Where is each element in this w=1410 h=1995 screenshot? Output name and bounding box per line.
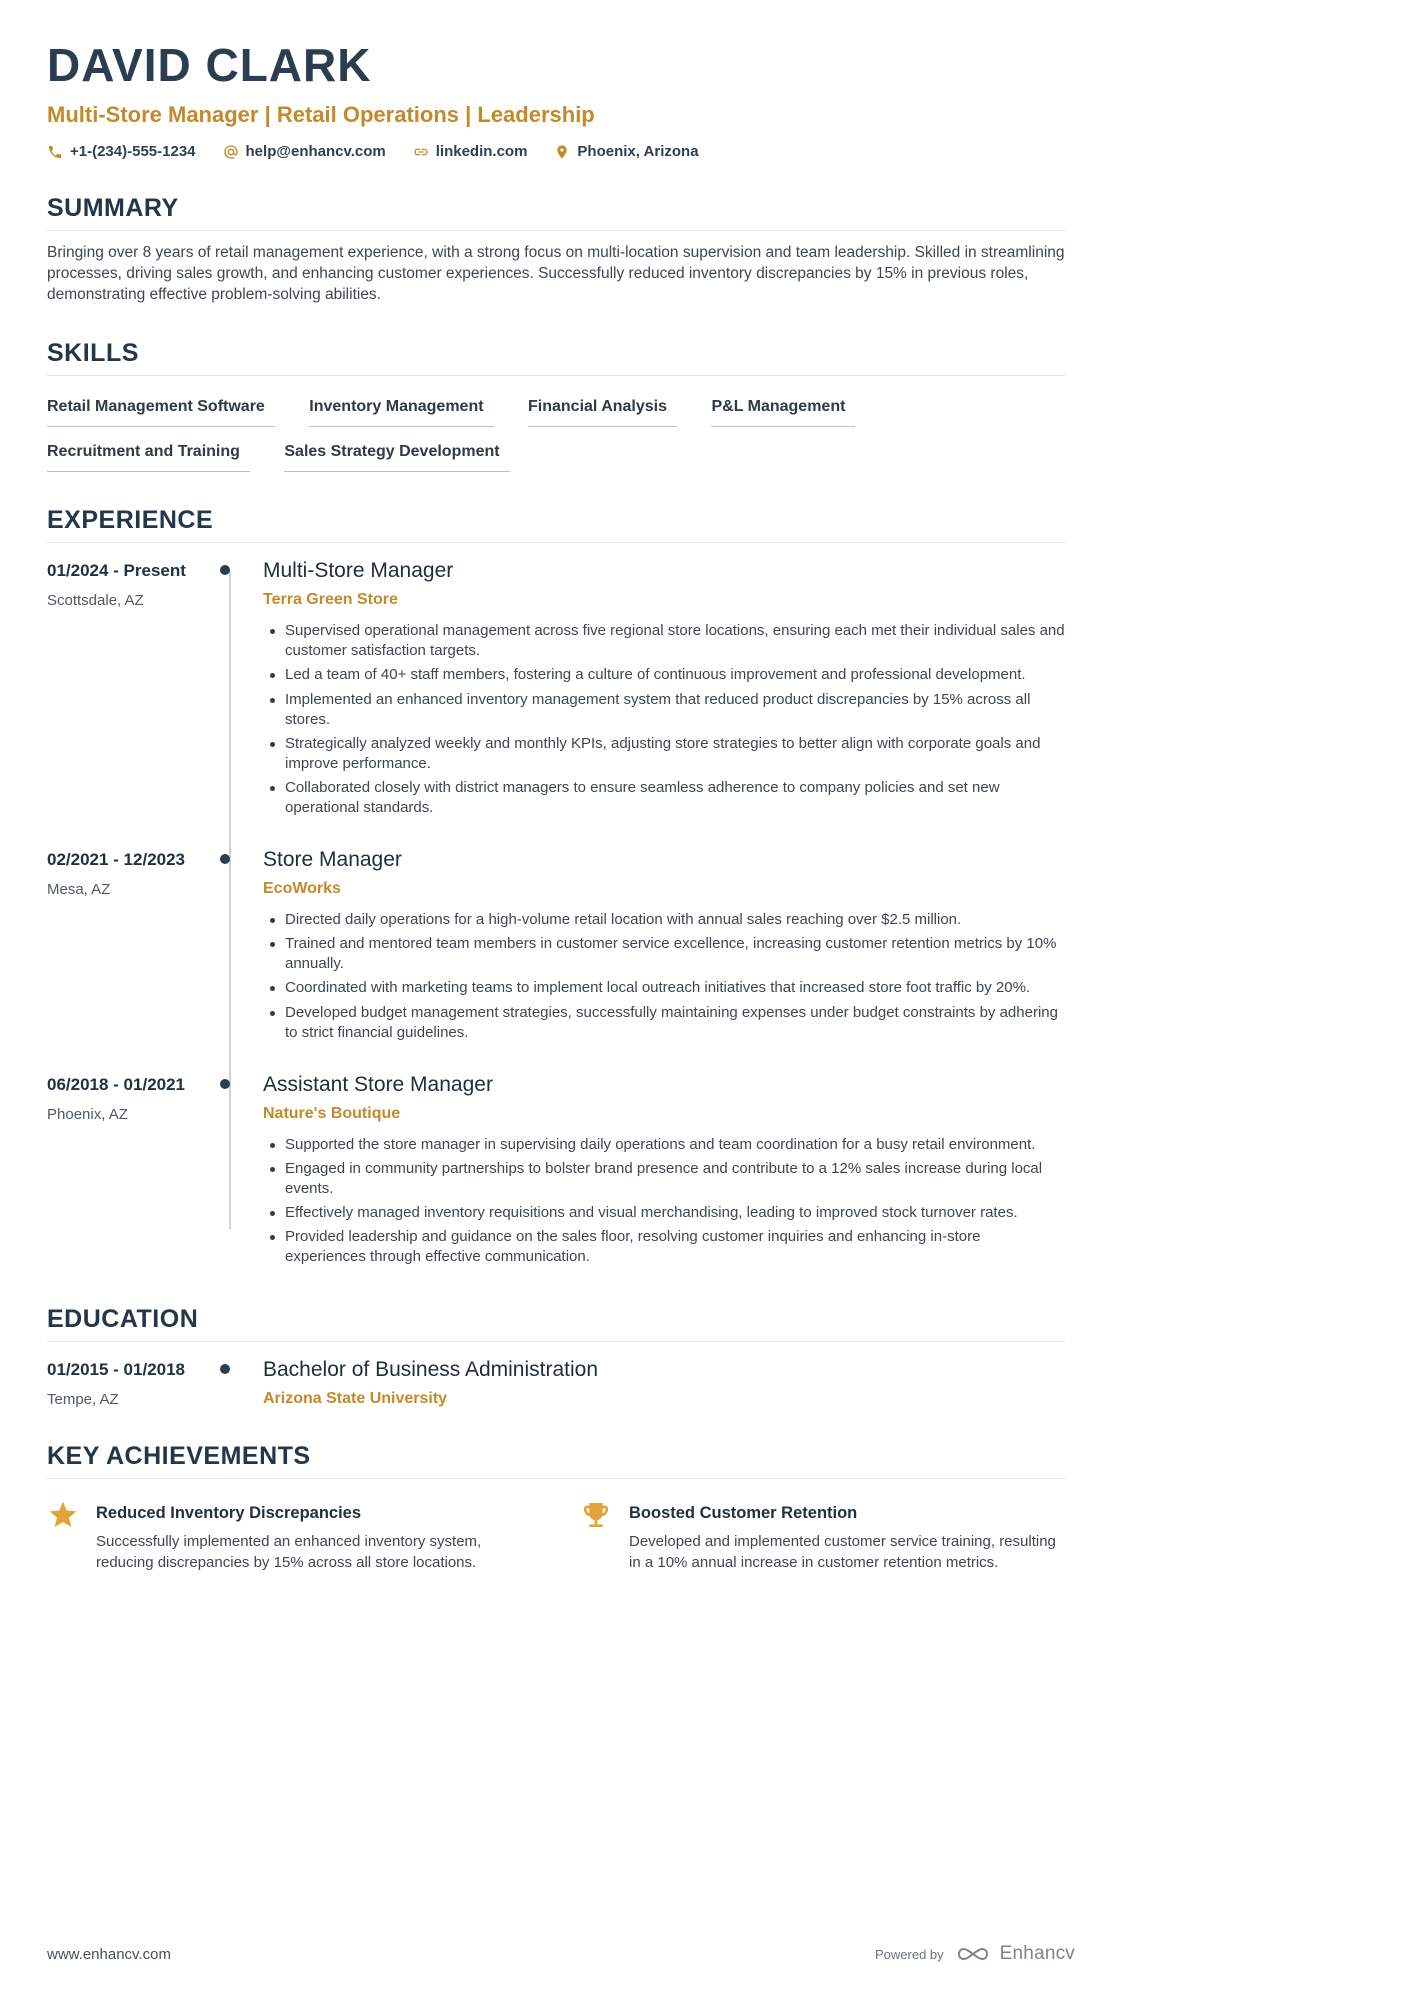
skill-item: Inventory Management [309,398,493,427]
linkedin-link[interactable] [413,143,528,160]
resume-header [47,38,1065,160]
achievements-heading: KEY ACHIEVEMENTS [47,1442,1065,1479]
entry-content [263,1358,1065,1408]
email-icon [223,144,239,160]
timeline-gutter [230,1073,263,1272]
skill-item: Financial Analysis [528,398,677,427]
skills-heading: SKILLS [47,339,1065,376]
candidate-name: DAVID CLARK [47,39,372,91]
skills-section [47,339,1065,472]
job-bullet: Directed daily operations for a high-volume retail location with annual sales reaching over $2.5 million. [263,910,1065,930]
achievement-body [629,1501,1065,1573]
education-section [47,1305,1065,1408]
job-bullet: Effectively managed inventory requisitions and visual merchandising, leading to improved stock turnover rates. [263,1203,1065,1223]
job-bullet: Engaged in community partnerships to bolster brand presence and contribute to a 12% sales increase during local events. [263,1159,1065,1199]
skill-item: Retail Management Software [47,398,275,427]
link-icon [413,144,429,160]
timeline-dot [220,1364,230,1374]
location-pin-icon [554,144,570,160]
enhancv-website-link[interactable]: www.enhancv.com [47,1945,171,1963]
entry-content [263,848,1065,1047]
timeline-dot [220,565,230,575]
job-bullet: Developed budget management strategies, successfully maintaining expenses under budget constraints by adhering to strict financial guidelines. [263,1003,1065,1043]
education-timeline [47,1358,1065,1408]
company-name: EcoWorks [263,880,341,898]
enhancv-logo-icon [956,1944,990,1964]
job-bullet: Supervised operational management across five regional store locations, ensuring each met their individual sales and customer satisfaction targets. [263,621,1065,661]
skill-item: Sales Strategy Development [284,443,509,472]
job-bullet-list [263,1135,1065,1268]
powered-by-brand[interactable] [875,1943,1075,1965]
timeline-dot [220,1079,230,1089]
job-bullet: Implemented an enhanced inventory management system that reduced product discrepancies by 15% across all stores. [263,690,1065,730]
achievement-text: Developed and implemented customer service training, resulting in a 10% annual increase in customer retention metrics. [629,1533,1056,1571]
star-icon [47,1499,79,1531]
phone-icon [47,144,63,160]
timeline-gutter [230,848,263,1047]
entry-dates: 01/2024 - Present [47,561,186,581]
job-bullet: Coordinated with marketing teams to implement local outreach initiatives that increased store foot traffic by 20%. [263,978,1065,998]
achievement-text: Successfully implemented an enhanced inventory system, reducing discrepancies by 15% across all store locations. [96,1533,482,1571]
summary-section [47,194,1065,305]
skill-item: Recruitment and Training [47,443,250,472]
job-title: Assistant Store Manager [263,1072,493,1096]
experience-heading: EXPERIENCE [47,506,1065,543]
timeline-gutter [230,1358,263,1408]
company-name: Terra Green Store [263,591,398,609]
entry-meta [47,1073,230,1272]
entry-location: Mesa, AZ [47,881,111,899]
company-name: Nature's Boutique [263,1104,401,1122]
experience-entry [47,559,1065,822]
achievement-item [580,1501,1065,1573]
page-footer [47,1943,1075,1965]
achievement-title: Reduced Inventory Discrepancies [96,1504,362,1523]
candidate-headline: Multi-Store Manager | Retail Operations | Leadership [47,102,595,127]
school-name: Arizona State University [263,1390,448,1408]
experience-entry [47,848,1065,1047]
experience-timeline [47,559,1065,1271]
achievement-title: Boosted Customer Retention [629,1504,858,1523]
skill-item: P&L Management [711,398,855,427]
entry-content [263,1073,1065,1272]
job-bullet: Supported the store manager in supervising daily operations and team coordination for a busy retail environment. [263,1135,1065,1155]
degree-title: Bachelor of Business Administration [263,1358,599,1382]
entry-meta [47,1358,230,1408]
achievement-body [96,1501,532,1573]
entry-location: Scottsdale, AZ [47,592,144,610]
entry-content [263,559,1065,822]
skills-list [47,382,1065,472]
job-bullet: Led a team of 40+ staff members, fostering a culture of continuous improvement and professional development. [263,665,1065,685]
summary-heading: SUMMARY [47,194,1065,231]
contact-row [47,143,1065,160]
job-bullet: Trained and mentored team members in customer service excellence, increasing customer retention metrics by 10% annually. [263,934,1065,974]
job-bullet: Collaborated closely with district managers to ensure seamless adherence to company policies and set new operational standards. [263,778,1065,818]
enhancv-brand-name: Enhancv [999,1943,1075,1964]
experience-entry [47,1073,1065,1272]
achievements-section [47,1442,1065,1573]
linkedin-url: linkedin.com [435,143,528,160]
entry-location: Phoenix, AZ [47,1105,128,1123]
entry-meta [47,848,230,1047]
education-heading: EDUCATION [47,1305,1065,1342]
job-title: Multi-Store Manager [263,559,454,583]
job-bullet-list [263,621,1065,818]
education-entry [47,1358,1065,1408]
phone-link[interactable] [47,143,196,160]
location-text: Phoenix, Arizona [577,143,699,160]
achievement-item [47,1501,532,1573]
entry-dates: 02/2021 - 12/2023 [47,850,186,870]
timeline-dot [220,854,230,864]
trophy-icon [580,1499,612,1531]
email-address: help@enhancv.com [245,143,386,160]
phone-number: +1-(234)-555-1234 [70,143,196,160]
job-bullet: Strategically analyzed weekly and monthly KPIs, adjusting store strategies to better align with corporate goals and improve performance. [263,734,1065,774]
experience-section [47,506,1065,1271]
email-link[interactable] [223,143,386,160]
job-bullet-list [263,910,1065,1043]
job-title: Store Manager [263,848,402,872]
entry-dates: 06/2018 - 01/2021 [47,1074,186,1094]
achievements-grid [47,1501,1065,1573]
entry-location: Tempe, AZ [47,1391,119,1409]
timeline-gutter [230,559,263,822]
entry-dates: 01/2015 - 01/2018 [47,1360,186,1380]
location-item [554,143,698,160]
summary-text: Bringing over 8 years of retail management experience, with a strong focus on multi-location supervision and team leadership. Skilled in streamlining processes, driving sales growth, and enhancing customer experiences. Successfully reduced inventory discrepancies by 15% in previous roles, demonstrating effective problem-solving abilities. [47,244,1065,303]
job-bullet: Provided leadership and guidance on the sales floor, resolving customer inquiries and enhancing in-store experiences through effective communication. [263,1227,1065,1267]
entry-meta [47,559,230,822]
powered-by-label: Powered by [875,1946,944,1962]
